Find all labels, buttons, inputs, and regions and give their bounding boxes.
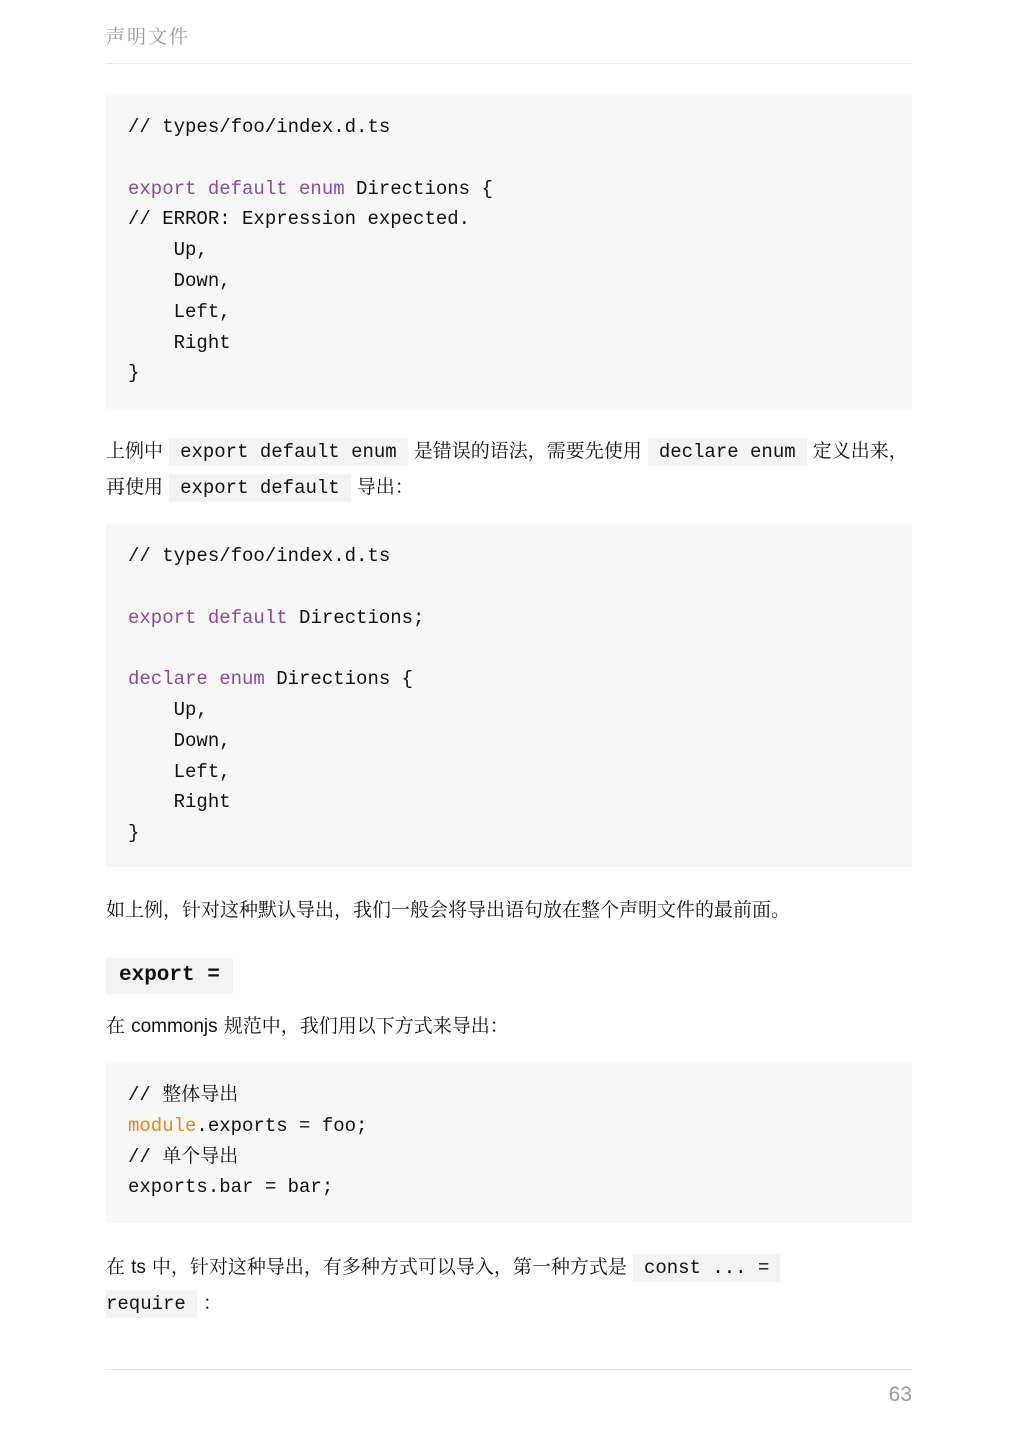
code-line: export default Directions; [128,606,425,629]
code-line: Down, [128,269,231,292]
code-line [128,633,890,664]
para-text: 如上例，针对这种默认导出，我们一般会将导出语句放在整个声明文件的最前面。 [106,899,791,921]
code-block-1 [106,95,912,409]
code-line: module.exports = foo; [128,1114,368,1137]
para-text: ： [202,1292,222,1314]
footer-rule [106,1369,912,1370]
code-line: Right [128,791,231,814]
code-line [128,143,890,174]
code-line: // 整体导出 [128,1084,239,1106]
inline-code: declare enum [648,438,807,466]
code-line: Up, [128,698,208,721]
code-line: } [128,362,140,385]
running-header [106,22,912,64]
inline-code: const ... = [633,1254,780,1282]
para-text: 在 [106,1256,126,1278]
paragraph-2 [106,893,916,928]
paragraph-3 [106,1009,916,1044]
para-text: 定义出来，再使用 [106,440,908,498]
para-text: 在 [106,1015,126,1037]
code-line: // ERROR: Expression expected. [128,208,471,231]
code-line: export default enum Directions { [128,177,493,200]
section-heading: export = [106,958,233,994]
code-line: declare enum Directions { [128,668,414,691]
inline-code: require [106,1290,197,1318]
code-line: Down, [128,729,231,752]
code-line: // 单个导出 [128,1145,239,1168]
code-line: exports.bar = bar; [128,1176,334,1199]
para-text: 规范中，我们用以下方式来导出： [223,1015,509,1037]
code-block-2 [106,524,912,867]
code-line: // types/foo/index.d.ts [128,116,391,138]
code-line: Right [128,331,231,354]
para-text: 导出： [356,476,414,498]
code-block-3 [106,1063,912,1223]
header-title: 声明文件 [106,26,191,48]
paragraph-4 [106,1250,916,1322]
inline-code: export default enum [169,438,408,466]
para-text: ts [131,1257,146,1278]
para-text: 上例中 [106,440,164,462]
para-text: 是错误的语法，需要先使用 [413,440,642,462]
code-line: // types/foo/index.d.ts [128,545,391,567]
code-line [128,572,890,603]
code-line: Left, [128,300,231,323]
code-line: } [128,822,140,845]
para-text: 中，针对这种导出，有多种方式可以导入，第一种方式是 [151,1256,627,1278]
para-text: commonjs [131,1016,218,1037]
code-line: Up, [128,239,208,262]
paragraph-1 [106,434,916,506]
code-line: Left, [128,760,231,783]
inline-code: export default [169,474,351,502]
page-number: 63 [888,1383,912,1406]
